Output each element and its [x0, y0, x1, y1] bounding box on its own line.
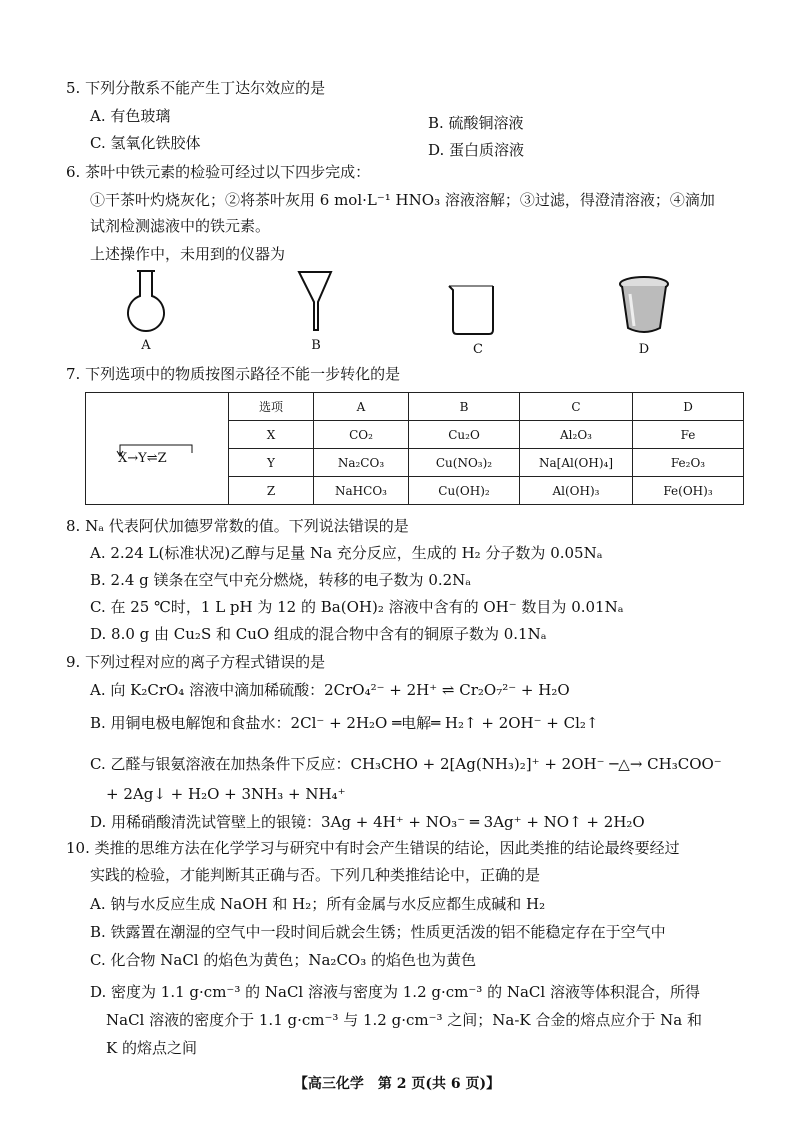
apparatus-label-c: C [473, 342, 483, 357]
page-footer: 【高三化学 第 2 页(共 6 页)】 [293, 1076, 501, 1092]
funnel-icon [296, 268, 336, 334]
q6-step-line: ①干茶叶灼烧灰化；②将茶叶灰用 6 mol·L⁻¹ HNO₃ 溶液溶解；③过滤，得澄清溶液；④滴加 [90, 191, 715, 209]
table-cell: Fe [633, 421, 744, 449]
q10-option-c: C. 化合物 NaCl 的焰色为黄色；Na₂CO₃ 的焰色也为黄色 [90, 951, 476, 969]
table-cell: Cu(NO₃)₂ [409, 449, 520, 477]
q9-option-a: A. 向 K₂CrO₄ 溶液中滴加稀硫酸：2CrO₄²⁻ + 2H⁺ ⇌ Cr₂O₇²⁻ + H₂O [90, 681, 570, 699]
q10-stem: 10. 类推的思维方法在化学学习与研究中有时会产生错误的结论，因此类推的结论最终要经过 [66, 839, 680, 857]
q8-stem: 8. Nₐ 代表阿伏加德罗常数的值。下列说法错误的是 [66, 517, 409, 535]
table-cell: NaHCO₃ [314, 477, 409, 505]
table-cell: Cu(OH)₂ [409, 477, 520, 505]
table-header: A [314, 393, 409, 421]
q9-option-d: D. 用稀硝酸清洗试管壁上的银镜：3Ag + 4H⁺ + NO₃⁻ ═ 3Ag⁺ + NO↑ + 2H₂O [90, 813, 645, 831]
diagram-label: X→Y⇌Z [118, 451, 167, 466]
round-bottom-flask-icon [120, 268, 172, 334]
q5-option-c: C. 氢氧化铁胶体 [90, 134, 201, 152]
table-header: D [633, 393, 744, 421]
q9-option-c-cont: + 2Ag↓ + H₂O + 3NH₃ + NH₄⁺ [106, 785, 346, 803]
apparatus-label-a: A [141, 338, 151, 353]
q9-stem: 9. 下列过程对应的离子方程式错误的是 [66, 653, 326, 671]
q10-option-d-cont2: K 的熔点之间 [106, 1039, 197, 1057]
table-cell: Cu₂O [409, 421, 520, 449]
q8-option-d: D. 8.0 g 由 Cu₂S 和 CuO 组成的混合物中含有的铜原子数为 0.1Nₐ [90, 625, 547, 643]
q5-option-d: D. 蛋白质溶液 [428, 141, 525, 159]
q5-stem: 5. 下列分散系不能产生丁达尔效应的是 [66, 79, 326, 97]
q5-option-a: A. 有色玻璃 [90, 107, 171, 125]
table-cell: Na₂CO₃ [314, 449, 409, 477]
q10-option-a: A. 钠与水反应生成 NaOH 和 H₂；所有金属与水反应都生成碱和 H₂ [90, 895, 546, 913]
table-cell: Al(OH)₃ [520, 477, 633, 505]
apparatus-label-d: D [638, 342, 650, 357]
q6-step-line-2: 试剂检测滤液中的铁元素。 [90, 217, 271, 235]
q8-option-a: A. 2.24 L(标准状况)乙醇与足量 Na 充分反应，生成的 H₂ 分子数为 0.05Nₐ [90, 544, 603, 562]
q6-question: 上述操作中，未用到的仪器为 [90, 245, 286, 263]
table-cell: Na[Al(OH)₄] [520, 449, 633, 477]
q7-stem: 7. 下列选项中的物质按图示路径不能一步转化的是 [66, 365, 401, 383]
q9-option-c: C. 乙醛与银氨溶液在加热条件下反应：CH₃CHO + 2[Ag(NH₃)₂]⁺ + 2OH⁻ ─△→ CH₃COO⁻ [90, 755, 722, 773]
table-cell: Y [229, 449, 314, 477]
beaker-icon [444, 282, 502, 336]
conversion-diagram [86, 393, 229, 505]
q9-option-b: B. 用铜电极电解饱和食盐水：2Cl⁻ + 2H₂O ═电解═ H₂↑ + 2OH⁻ + Cl₂↑ [90, 714, 599, 732]
q8-option-b: B. 2.4 g 镁条在空气中充分燃烧，转移的电子数为 0.2Nₐ [90, 571, 472, 589]
table-cell: Z [229, 477, 314, 505]
table-cell: Al₂O₃ [520, 421, 633, 449]
table-row [86, 393, 744, 421]
table-cell: Fe(OH)₃ [633, 477, 744, 505]
q7-table [85, 392, 744, 505]
q5-option-b: B. 硫酸铜溶液 [428, 114, 524, 132]
crucible-icon [616, 274, 672, 336]
table-header: C [520, 393, 633, 421]
q10-option-d: D. 密度为 1.1 g·cm⁻³ 的 NaCl 溶液与密度为 1.2 g·cm⁻³ 的 NaCl 溶液等体积混合，所得 [90, 983, 700, 1001]
apparatus-label-b: B [311, 338, 321, 353]
q10-option-b: B. 铁露置在潮湿的空气中一段时间后就会生锈；性质更活泼的铝不能稳定存在于空气中 [90, 923, 666, 941]
q10-stem-cont: 实践的检验，才能判断其正确与否。下列几种类推结论中，正确的是 [90, 866, 541, 884]
table-cell: X [229, 421, 314, 449]
table-header: B [409, 393, 520, 421]
q8-option-c: C. 在 25 ℃时，1 L pH 为 12 的 Ba(OH)₂ 溶液中含有的 OH⁻ 数目为 0.01Nₐ [90, 598, 624, 616]
table-cell: CO₂ [314, 421, 409, 449]
table-cell: Fe₂O₃ [633, 449, 744, 477]
q6-stem: 6. 茶叶中铁元素的检验可经过以下四步完成： [66, 163, 371, 181]
table-header: 选项 [229, 393, 314, 421]
q10-option-d-cont: NaCl 溶液的密度介于 1.1 g·cm⁻³ 与 1.2 g·cm⁻³ 之间；Na-K 合金的熔点应介于 Na 和 [106, 1011, 702, 1029]
